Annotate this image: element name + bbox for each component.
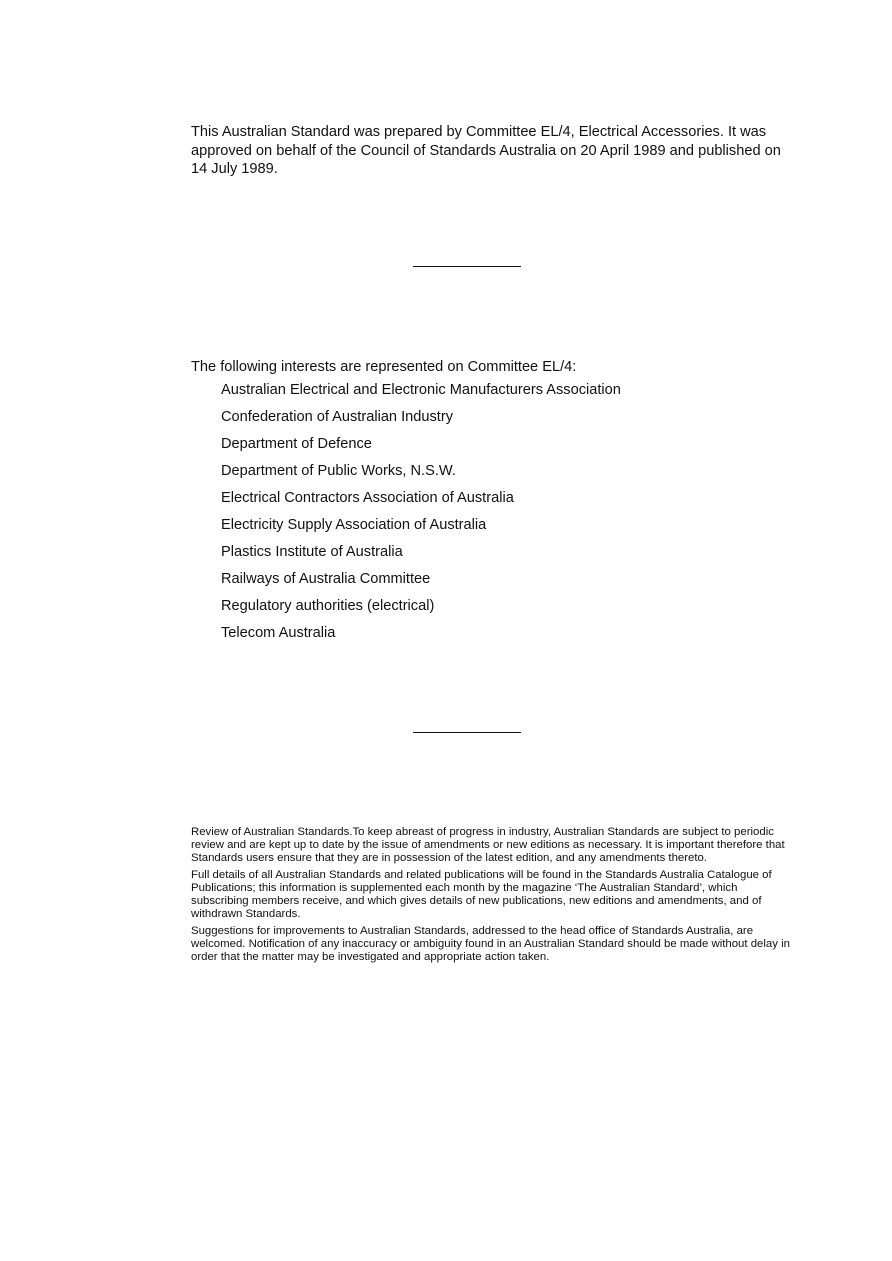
list-item: Plastics Institute of Australia xyxy=(221,544,403,560)
review-note: Review of Australian Standards.To keep abreast of progress in industry, Australian Standards are subject to periodic review and are kept up to date by the issue of amendments or new editions as necessary. It is important therefore that Standards users ensure that they are in possession of the latest edition, and any amendments thereto. xyxy=(191,826,785,864)
committee-interests-section xyxy=(191,357,811,647)
list-item: Electricity Supply Association of Australia xyxy=(221,517,487,533)
preface-text: This Australian Standard was prepared by Committee EL/4, Electrical Accessories. It was approved on behalf of the Council of Standards Australia on 20 April 1989 and published on 14 July 1989. xyxy=(191,124,781,177)
interests-list xyxy=(191,377,811,647)
suggestions-note: Suggestions for improvements to Australian Standards, addressed to the head office of Standards Australia, are welcomed. Notification of any inaccuracy or ambiguity found in an Australian Standard should be made without delay in order that the matter may be investigated and appropriate action taken. xyxy=(191,925,790,963)
standards-notes-section xyxy=(191,826,797,968)
list-item: Railways of Australia Committee xyxy=(221,571,431,587)
list-item: Telecom Australia xyxy=(221,625,336,641)
section-divider xyxy=(413,732,521,733)
list-item: Department of Public Works, N.S.W. xyxy=(221,463,456,479)
preface-section xyxy=(191,123,791,179)
section-divider xyxy=(413,266,521,267)
list-item: Regulatory authorities (electrical) xyxy=(221,598,435,614)
details-note: Full details of all Australian Standards and related publications will be found in the Standards Australia Catalogue of Publications; this information is supplemented each month by the magazine ‘The Australian Standard’, which subscribing members receive, and which gives details of new publications, new editions and amendments, and of withdrawn Standards. xyxy=(191,869,772,920)
list-item: Confederation of Australian Industry xyxy=(221,409,454,425)
list-item: Electrical Contractors Association of Australia xyxy=(221,490,514,506)
list-item: Department of Defence xyxy=(221,436,372,452)
interests-intro: The following interests are represented on Committee EL/4: xyxy=(191,359,577,375)
list-item: Australian Electrical and Electronic Manufacturers Association xyxy=(221,382,621,398)
